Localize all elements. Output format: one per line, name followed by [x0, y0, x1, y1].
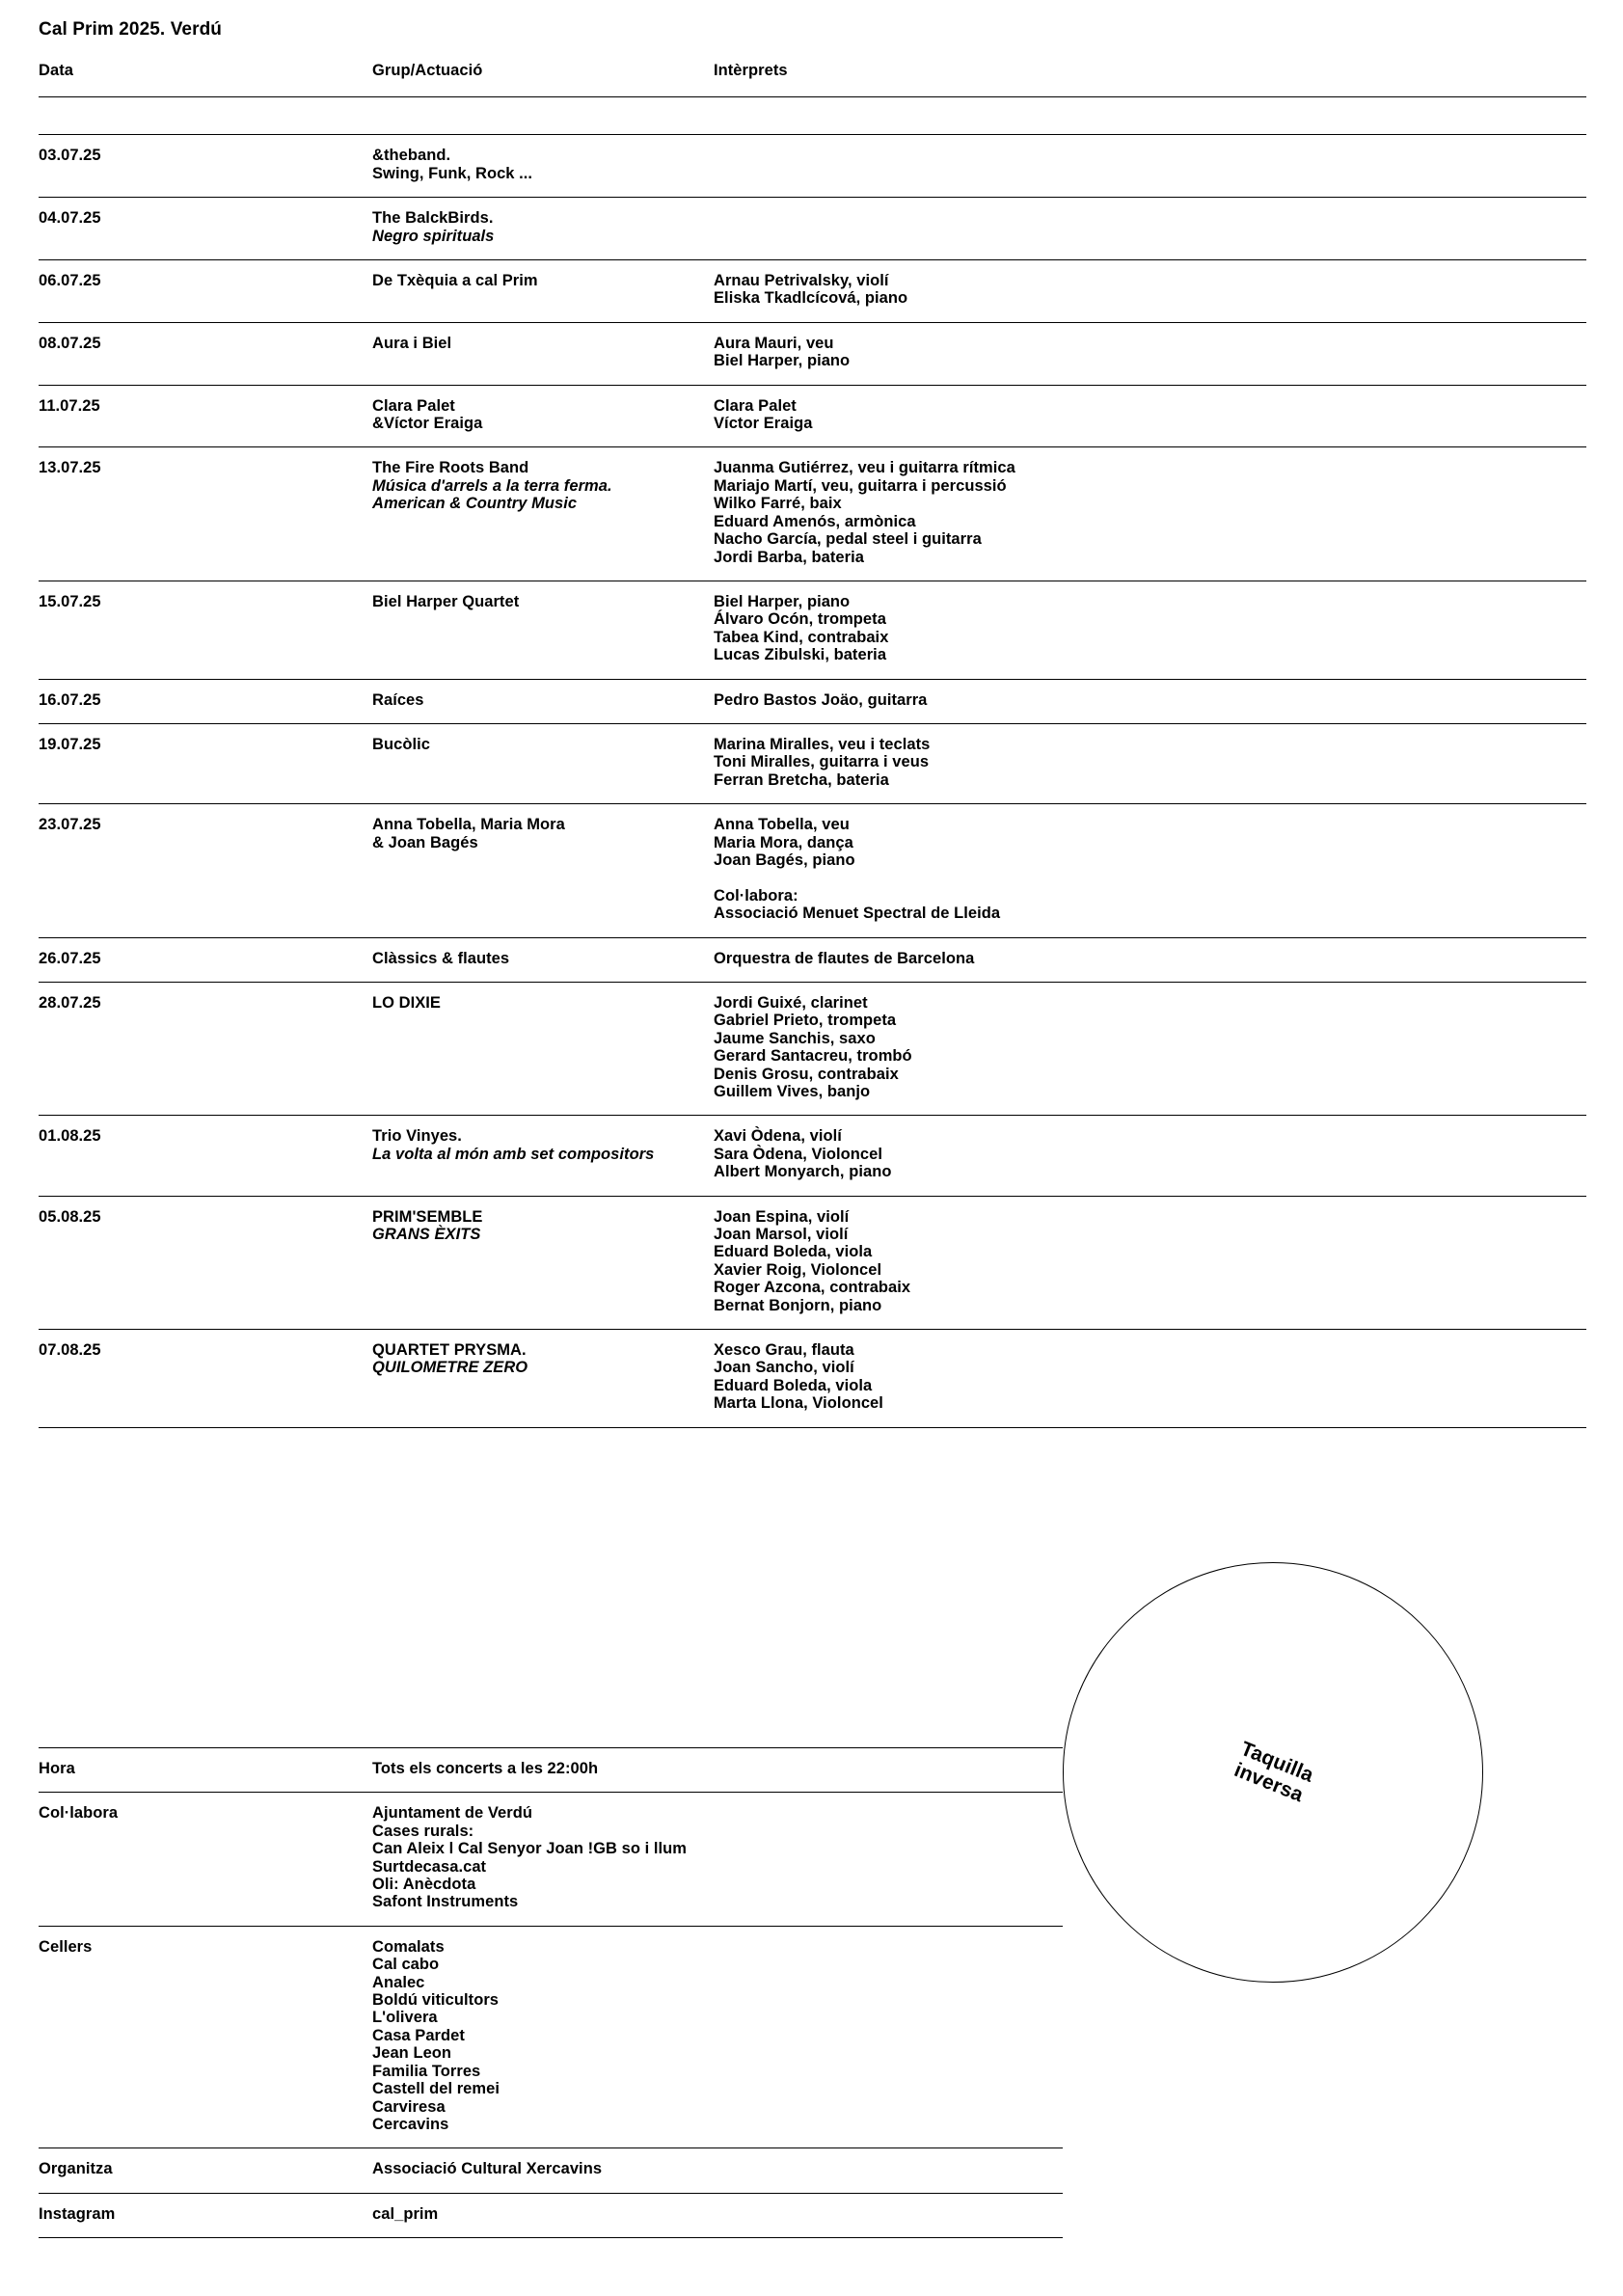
- text-line: Trio Vinyes.: [372, 1127, 462, 1146]
- text-line: Cal cabo: [372, 1956, 440, 1974]
- cell-act: [372, 447, 714, 527]
- text-line: Víctor Eraiga: [714, 415, 813, 433]
- text-line: Familia Torres: [372, 2062, 481, 2080]
- text-line: Safont Instruments: [372, 1893, 519, 1911]
- cell-act: [372, 680, 714, 723]
- text-line: Xesco Grau, flauta: [714, 1341, 854, 1360]
- text-line: Música d'arrels a la terra ferma.: [372, 476, 612, 495]
- text-line: Juanma Gutiérrez, veu i guitarra rítmica: [714, 459, 1015, 477]
- text-line: Negro spirituals: [372, 227, 495, 245]
- text-line: Clara Palet: [372, 396, 455, 415]
- text-line: Gabriel Prieto, trompeta: [714, 1012, 897, 1030]
- text-line: Anna Tobella, Maria Mora: [372, 816, 565, 834]
- text-line: Organitza: [39, 2160, 113, 2178]
- table-row: [39, 581, 1586, 679]
- info-table: [39, 1747, 1063, 2238]
- cell-date: [39, 724, 372, 768]
- text-line: Ajuntament de Verdú: [372, 1804, 532, 1823]
- text-line: 19.07.25: [39, 735, 101, 753]
- text-line: Jaume Sanchis, saxo: [714, 1029, 876, 1047]
- cell-performers: [714, 680, 1586, 723]
- text-line: Cercavins: [372, 2115, 449, 2133]
- text-line: Lucas Zibulski, bateria: [714, 646, 887, 664]
- text-line: Biel Harper Quartet: [372, 592, 520, 610]
- text-line: Hora: [39, 1760, 75, 1777]
- text-line: The Fire Roots Band: [372, 459, 529, 477]
- text-line: Cellers: [39, 1937, 93, 1956]
- text-line: La volta al món amb set compositors: [372, 1145, 655, 1163]
- text-line: LO DIXIE: [372, 993, 441, 1012]
- text-line: Carviresa: [372, 2097, 446, 2116]
- text-line: The BalckBirds.: [372, 209, 494, 228]
- text-line: Col·labora:: [714, 886, 798, 905]
- text-line: QUARTET PRYSMA.: [372, 1341, 527, 1360]
- table-row: [39, 1116, 1586, 1196]
- schedule-table: [39, 46, 1586, 1428]
- info-row: [39, 1748, 1063, 1793]
- text-line: [714, 869, 1586, 886]
- text-line: Arnau Petrivalsky, violí: [714, 272, 889, 290]
- text-line: Biel Harper, piano: [714, 352, 851, 370]
- text-line: Boldú viticultors: [372, 1991, 500, 2010]
- cell-act: [372, 724, 714, 768]
- cell-act: [372, 135, 714, 197]
- cell-performers: [714, 447, 1586, 580]
- text-line: Aura Mauri, veu: [714, 334, 834, 352]
- text-line: Jordi Guixé, clarinet: [714, 993, 868, 1012]
- text-line: American & Country Music: [372, 495, 578, 513]
- text-line: De Txèquia a cal Prim: [372, 272, 538, 290]
- text-line: QUILOMETRE ZERO: [372, 1359, 528, 1377]
- text-line: Joan Marsol, violí: [714, 1226, 849, 1244]
- text-line: Biel Harper, piano: [714, 592, 851, 610]
- text-line: Ferran Bretcha, bateria: [714, 770, 889, 789]
- info-row: [39, 2193, 1063, 2237]
- text-line: Casa Pardet: [372, 2026, 465, 2044]
- cell-date: [39, 135, 372, 178]
- text-line: 11.07.25: [39, 396, 100, 415]
- info-value: [372, 2194, 1063, 2237]
- cell-date: [39, 938, 372, 982]
- text-line: Castell del remei: [372, 2080, 500, 2098]
- text-line: Jean Leon: [372, 2044, 452, 2063]
- cell-act: [372, 1330, 714, 1391]
- text-line: Nacho García, pedal steel i guitarra: [714, 530, 982, 549]
- text-line: Orquestra de flautes de Barcelona: [714, 949, 975, 967]
- cell-date: [39, 1197, 372, 1240]
- text-line: Bernat Bonjorn, piano: [714, 1296, 882, 1314]
- cell-act: [372, 804, 714, 866]
- info-row: [39, 1793, 1063, 1926]
- text-line: Pedro Bastos Joäo, guitarra: [714, 690, 928, 709]
- text-line: 04.07.25: [39, 209, 101, 228]
- cell-act: [372, 983, 714, 1026]
- table-row: [39, 1196, 1586, 1329]
- text-line: 15.07.25: [39, 592, 101, 610]
- table-row: [39, 135, 1586, 198]
- text-line: Aura i Biel: [372, 334, 452, 352]
- text-line: Tabea Kind, contrabaix: [714, 628, 889, 646]
- cell-act: [372, 1197, 714, 1258]
- text-line: Álvaro Ocón, trompeta: [714, 610, 886, 629]
- cell-performers: [714, 198, 1586, 224]
- cell-performers: [714, 804, 1586, 936]
- info-value: [372, 1793, 1063, 1925]
- cell-act: [372, 386, 714, 447]
- text-line: 13.07.25: [39, 459, 101, 477]
- text-line: Col·labora: [39, 1804, 119, 1823]
- column-header: [372, 46, 714, 96]
- cell-performers: [714, 581, 1586, 679]
- text-line: Gerard Santacreu, trombó: [714, 1047, 912, 1066]
- text-line: Eduard Boleda, viola: [714, 1243, 873, 1261]
- text-line: Albert Monyarch, piano: [714, 1163, 892, 1181]
- text-line: 07.08.25: [39, 1341, 101, 1360]
- text-line: Joan Sancho, violí: [714, 1359, 854, 1377]
- text-line: Anna Tobella, veu: [714, 816, 850, 834]
- cell-performers: [714, 1330, 1586, 1427]
- text-line: 06.07.25: [39, 272, 101, 290]
- cell-date: [39, 804, 372, 848]
- cell-act: [372, 1116, 714, 1177]
- table-row: [39, 198, 1586, 260]
- text-line: Tots els concerts a les 22:00h: [372, 1760, 599, 1777]
- table-row: [39, 447, 1586, 581]
- text-line: Cases rurals:: [372, 1822, 474, 1840]
- text-line: 16.07.25: [39, 690, 101, 709]
- cell-act: [372, 938, 714, 982]
- text-line: L'olivera: [372, 2009, 438, 2027]
- text-line: Oli: Anècdota: [372, 1876, 476, 1894]
- text-line: Clara Palet: [714, 396, 797, 415]
- text-line: Grup/Actuació: [372, 62, 483, 79]
- text-line: Toni Miralles, guitarra i veus: [714, 753, 930, 771]
- text-line: Analec: [372, 1973, 425, 1991]
- table-row: [39, 804, 1586, 937]
- info-value: [372, 1927, 1063, 2147]
- text-line: GRANS ÈXITS: [372, 1226, 481, 1244]
- text-line: 01.08.25: [39, 1127, 101, 1146]
- text-line: Wilko Farré, baix: [714, 495, 842, 513]
- text-line: 03.07.25: [39, 147, 101, 165]
- cell-date: [39, 260, 372, 304]
- text-line: Raíces: [372, 690, 424, 709]
- info-label: [39, 1748, 372, 1792]
- text-line: Eduard Amenós, armònica: [714, 512, 916, 530]
- text-line: Joan Bagés, piano: [714, 851, 855, 869]
- text-line: &theband.: [372, 147, 451, 165]
- cell-date: [39, 386, 372, 429]
- info-row: [39, 2148, 1063, 2193]
- text-line: Roger Azcona, contrabaix: [714, 1279, 911, 1297]
- text-line: 05.08.25: [39, 1207, 101, 1226]
- cell-date: [39, 1116, 372, 1159]
- text-line: Can Aleix l Cal Senyor Joan !GB so i llum: [372, 1840, 688, 1858]
- text-line: Mariajo Martí, veu, guitarra i percussió: [714, 476, 1007, 495]
- cell-date: [39, 323, 372, 366]
- cell-performers: [714, 724, 1586, 803]
- cell-act: [372, 323, 714, 366]
- text-line: Surtdecasa.cat: [372, 1857, 487, 1876]
- text-line: Associació Cultural Xercavins: [372, 2160, 603, 2178]
- info-label: [39, 1927, 372, 1970]
- info-value: [372, 2148, 1063, 2192]
- table-row: [39, 679, 1586, 723]
- table-row: [39, 385, 1586, 447]
- info-label: [39, 1793, 372, 1836]
- text-line: Data: [39, 62, 73, 79]
- table-row: [39, 982, 1586, 1115]
- text-line: Eduard Boleda, viola: [714, 1376, 873, 1394]
- cell-date: [39, 198, 372, 241]
- text-line: Intèrprets: [714, 62, 788, 79]
- text-line: cal_prim: [372, 2204, 439, 2223]
- taquilla-inversa-badge: [1063, 1562, 1483, 1983]
- column-header: [39, 46, 372, 96]
- text-line: Swing, Funk, Rock ...: [372, 164, 533, 182]
- text-line: 26.07.25: [39, 949, 101, 967]
- text-line: &Víctor Eraiga: [372, 415, 483, 433]
- table-row: [39, 260, 1586, 323]
- info-label: [39, 2194, 372, 2237]
- text-line: 23.07.25: [39, 816, 101, 834]
- text-line: Comalats: [372, 1937, 445, 1956]
- text-line: Bucòlic: [372, 735, 430, 753]
- spacer-row: [39, 97, 1586, 135]
- text-line: Marta Llona, Violoncel: [714, 1394, 883, 1413]
- taquilla-inversa-label: Taquilla inversa: [1231, 1737, 1317, 1807]
- cell-performers: [714, 983, 1586, 1115]
- cell-performers: [714, 1116, 1586, 1195]
- column-header: [714, 46, 1586, 96]
- cell-date: [39, 581, 372, 625]
- cell-date: [39, 1330, 372, 1373]
- cell-act: [372, 260, 714, 304]
- text-line: Joan Espina, violí: [714, 1207, 850, 1226]
- text-line: Maria Mora, dança: [714, 833, 853, 851]
- text-line: Guillem Vives, banjo: [714, 1083, 871, 1101]
- cell-date: [39, 983, 372, 1026]
- cell-act: [372, 198, 714, 259]
- cell-performers: [714, 260, 1586, 322]
- cell-performers: [714, 386, 1586, 447]
- table-row: [39, 1330, 1586, 1428]
- schedule-header-row: [39, 46, 1586, 97]
- cell-performers: [714, 323, 1586, 385]
- text-line: Eliska Tkadlcícová, piano: [714, 289, 908, 308]
- table-row: [39, 723, 1586, 803]
- text-line: Sara Òdena, Violoncel: [714, 1145, 882, 1163]
- text-line: Clàssics & flautes: [372, 949, 510, 967]
- cell-performers: [714, 135, 1586, 161]
- text-line: & Joan Bagés: [372, 833, 478, 851]
- table-row: [39, 322, 1586, 385]
- cell-act: [372, 581, 714, 625]
- cell-performers: [714, 938, 1586, 982]
- text-line: Instagram: [39, 2204, 116, 2223]
- text-line: Jordi Barba, bateria: [714, 548, 864, 566]
- text-line: Marina Miralles, veu i teclats: [714, 735, 931, 753]
- table-row: [39, 937, 1586, 982]
- info-value: [372, 1748, 1063, 1792]
- text-line: 28.07.25: [39, 993, 101, 1012]
- page-title: Cal Prim 2025. Verdú: [39, 19, 222, 40]
- text-line: Xavi Òdena, violí: [714, 1127, 842, 1146]
- cell-date: [39, 680, 372, 723]
- text-line: Associació Menuet Spectral de Lleida: [714, 905, 1001, 923]
- cell-performers: [714, 1197, 1586, 1329]
- info-row: [39, 1926, 1063, 2147]
- info-label: [39, 2148, 372, 2192]
- text-line: Denis Grosu, contrabaix: [714, 1065, 899, 1083]
- text-line: Xavier Roig, Violoncel: [714, 1260, 882, 1279]
- cell-date: [39, 447, 372, 491]
- text-line: PRIM'SEMBLE: [372, 1207, 483, 1226]
- text-line: 08.07.25: [39, 334, 101, 352]
